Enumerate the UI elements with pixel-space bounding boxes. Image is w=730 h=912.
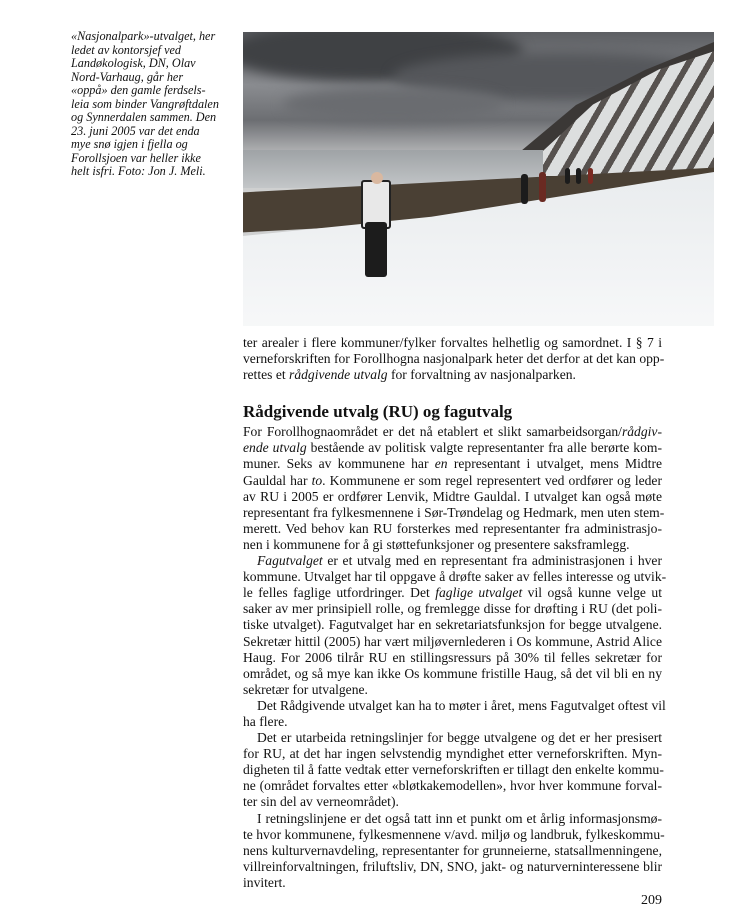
text-line — [243, 569, 667, 585]
text-run: Det er utarbeida retningslinjer for begge utvalgene og det er her presisert — [257, 730, 662, 746]
text-run: bestående av politisk valgte representanter fra alle berørte kom- — [306, 440, 662, 456]
text-run: nens kulturvernavdeling, representanter for grunneierne, statsallmenningene, — [243, 842, 662, 858]
caption-line: Landøkologisk, DN, Olav — [71, 56, 196, 70]
text-line — [243, 859, 662, 875]
emphasis: faglige utvalget — [435, 585, 523, 601]
text-line — [243, 811, 662, 827]
text-line — [243, 714, 662, 730]
emphasis: Fagutvalget — [257, 553, 323, 569]
emphasis: to — [311, 472, 323, 488]
text-line — [243, 682, 662, 698]
text-line — [243, 367, 662, 383]
caption-line: Nord-Varhaug, går her — [71, 69, 184, 84]
emphasis: ende utvalg — [243, 440, 307, 456]
intro-paragraph — [243, 335, 665, 383]
text-run: representant i utvalget, mens Midtre — [447, 456, 662, 472]
text-run: Haug. For 2006 tilrår RU en stillingsressurs på 30% til felles sekretær for — [243, 649, 662, 665]
text-line — [243, 762, 662, 778]
caption-line: «Nasjonalpark»-utvalget, her — [71, 29, 216, 43]
text-line — [243, 666, 662, 682]
caption-line: helt isfri. Foto: Jon J. Meli. — [71, 164, 206, 178]
text-run: Sekretær hittil (2005) har vært miljøvernlederen i Os kommune, Astrid Alice — [243, 633, 662, 649]
text-run: området, og så mye kan ikke Os kommune fristille Haug, så det vil bli en ny — [243, 665, 662, 681]
body-text — [243, 335, 667, 891]
text-run: ter arealer i flere kommuner/fylker forvaltes helhetlig og samordnet. I § 7 i — [243, 335, 662, 350]
text-line — [243, 424, 662, 440]
text-run: digheten til å fatte vedtak etter verneforskriften er tillagt den enkelte kommu- — [243, 762, 664, 778]
caption-line: 23. juni 2005 var det enda — [71, 123, 200, 138]
text-line — [243, 553, 662, 569]
text-line — [243, 730, 662, 746]
text-line — [243, 875, 662, 891]
text-run: saker av mer prinsipiell rolle, og fremlegge disse for drøfting i RU (det poli- — [243, 601, 662, 617]
text-run: av RU i 2005 er ordfører Lenvik, Midtre Gauldal. I utvalget kan også møte — [243, 488, 662, 504]
text-run: invitert. — [243, 874, 286, 890]
text-run: I retningslinjene er det også tatt inn et punkt om et årlig informasjonsmø- — [257, 810, 662, 826]
text-line — [243, 585, 662, 601]
text-run: ha flere. — [243, 713, 288, 729]
text-line — [243, 634, 662, 650]
text-run: Det Rådgivende utvalget kan ha to møter i året, mens Fagutvalget oftest vil — [257, 697, 666, 713]
emphasis: en — [434, 456, 448, 472]
text-run: verneforskriften for Forollhogna nasjonalpark heter det derfor at det kan opp- — [243, 351, 665, 367]
emphasis: rådgivende utvalg — [289, 367, 388, 383]
text-line — [243, 489, 662, 505]
section-heading: Rådgivende utvalg (RU) og fagutvalg — [243, 402, 513, 422]
photo-hikers-on-snow — [243, 32, 714, 326]
caption-line: mye snø igjen i fjella og — [71, 137, 188, 151]
text-run: for RU, at det har ingen selvstendig myndighet etter verneforskriften. Myn- — [243, 746, 662, 762]
caption-line: ledet av kontorsjef ved — [71, 42, 181, 57]
text-run: merett. Ved behov kan RU forsterkes med representanter fra administrasjo- — [243, 520, 662, 536]
text-run: Gauldal har — [243, 472, 312, 488]
caption-line: Forollsjoen var heller ikke — [71, 150, 201, 165]
text-run: villreinforvaltningen, friluftsliv, DN, SNO, jakt- og naturverninteressene blir — [243, 858, 662, 874]
text-line — [243, 473, 662, 489]
text-run: . Kommunene er som regel representert ved ordfører og leder — [322, 472, 662, 488]
text-line — [243, 746, 662, 762]
text-line — [243, 826, 665, 843]
text-run: ne (området forvaltes etter «bløtkakemodellen», hvor hver kommune forval- — [243, 778, 662, 794]
text-run: sekretær for utvalgene. — [243, 681, 368, 697]
text-run: tiske utvalget). Fagutvalget har en sekretariatsfunksjon for begge utvalgene. — [243, 617, 662, 633]
caption-line: leia som binder Vangrøftdalen — [71, 96, 219, 111]
text-line — [243, 440, 662, 456]
text-line — [243, 351, 665, 367]
text-run: kommune. Utvalget har til oppgave å drøfte saker av felles interesse og utvik- — [243, 569, 667, 585]
text-line — [243, 456, 662, 472]
text-run: nen i kommunene for å gi støttefunksjoner og presentere saksframlegg. — [243, 536, 630, 552]
text-run: representant fra fylkesmennene i Sør-Trøndelag og Hedmark, men uten stem- — [243, 504, 665, 520]
text-line — [243, 843, 662, 859]
page-number: 209 — [641, 893, 662, 908]
text-run: For Forollhognaområdet er det nå etablert et slikt samarbeidsorgan/ — [243, 424, 622, 440]
text-run: for forvaltning av nasjonalparken. — [387, 367, 576, 383]
section-body — [243, 424, 667, 891]
caption-line: «oppå» den gamle ferdsels- — [71, 83, 206, 97]
text-run: te hvor kommunene, fylkesmennene v/avd. miljø og landbruk, fylkeskommu- — [243, 826, 665, 842]
text-run: ter sin del av verneområdet). — [243, 794, 399, 810]
text-line — [243, 504, 665, 521]
text-run: rettes et — [243, 367, 290, 383]
text-run: muner. Seks av kommunene har — [243, 456, 435, 472]
text-line — [243, 601, 662, 617]
text-line — [243, 521, 662, 537]
text-line — [243, 650, 662, 666]
caption-line: og Synnerdalen sammen. Den — [71, 110, 217, 124]
text-line — [243, 537, 662, 553]
text-run: vil også kunne velge ut — [522, 585, 662, 601]
emphasis: rådgiv- — [621, 424, 662, 440]
text-line — [243, 335, 662, 351]
text-line — [243, 778, 662, 794]
text-line — [243, 617, 662, 633]
text-line — [243, 794, 662, 810]
text-run: er et utvalg med en representant fra administrasjonen i hver — [322, 553, 662, 569]
text-line — [243, 697, 666, 714]
text-run: le felles faglige utfordringer. Det — [243, 585, 436, 601]
photo-caption — [71, 30, 221, 179]
